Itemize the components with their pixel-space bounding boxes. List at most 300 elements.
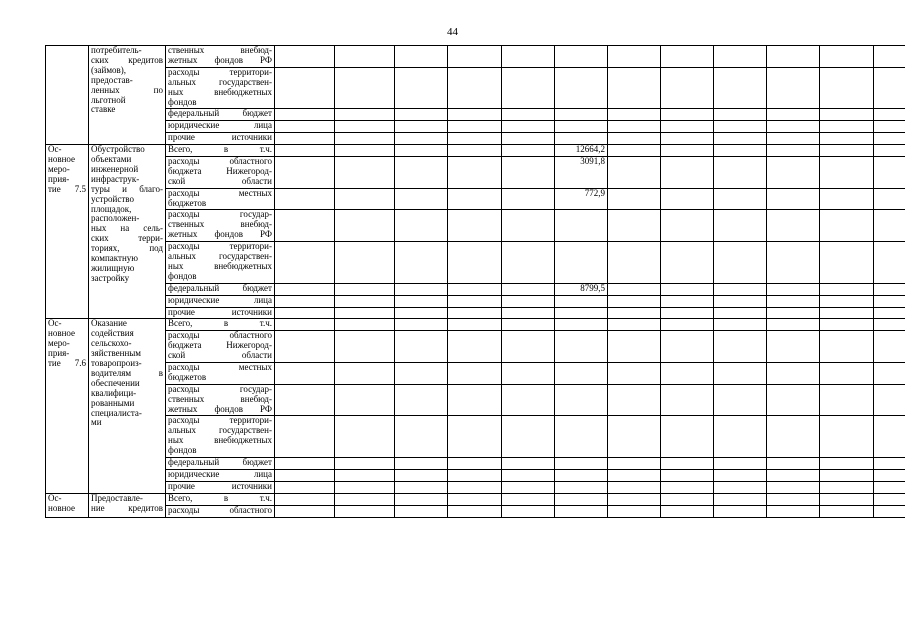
- text-line: юридические лица: [168, 295, 272, 305]
- empty-cell: [661, 109, 714, 121]
- empty-cell: [767, 283, 820, 295]
- text-line: водителям в: [91, 367, 163, 378]
- empty-cell: [820, 121, 874, 133]
- text-line: расходы местных: [168, 188, 272, 198]
- funding-source-cell: [166, 133, 275, 145]
- empty-cell: [874, 362, 905, 384]
- empty-cell: [820, 505, 874, 517]
- empty-cell: [275, 156, 335, 188]
- empty-cell: [608, 307, 661, 319]
- empty-cell: [335, 469, 395, 481]
- empty-cell: [874, 242, 905, 284]
- text-line: фондов: [168, 445, 197, 456]
- empty-cell: [661, 46, 714, 68]
- empty-cell: [275, 145, 335, 157]
- empty-cell: [874, 493, 905, 505]
- activity-code-cell: [46, 319, 89, 493]
- table-row: [46, 133, 905, 145]
- text-line: объектами: [91, 153, 132, 164]
- empty-cell: [395, 331, 448, 363]
- text-line: специалиста-: [91, 407, 142, 418]
- empty-cell: [767, 493, 820, 505]
- table-row: [46, 481, 905, 493]
- empty-cell: [395, 109, 448, 121]
- empty-cell: [335, 188, 395, 210]
- empty-cell: [502, 133, 555, 145]
- empty-cell: [820, 331, 874, 363]
- empty-cell: [502, 307, 555, 319]
- funding-source-cell: [166, 493, 275, 505]
- text-line: инфраструк-: [91, 173, 140, 184]
- empty-cell: [335, 362, 395, 384]
- text-line: федеральный бюджет: [168, 283, 272, 293]
- text-line: расходы территори-: [168, 67, 272, 77]
- funding-source-cell: [166, 283, 275, 295]
- empty-cell: [820, 210, 874, 242]
- empty-cell: [820, 493, 874, 505]
- text-line: Обустройство: [91, 144, 145, 155]
- empty-cell: [714, 242, 767, 284]
- empty-cell: [661, 493, 714, 505]
- empty-cell: [448, 481, 502, 493]
- empty-cell: [874, 416, 905, 458]
- empty-cell: [335, 505, 395, 517]
- empty-cell: [874, 307, 905, 319]
- empty-cell: [275, 283, 335, 295]
- empty-cell: [767, 319, 820, 331]
- empty-cell: [395, 319, 448, 331]
- value-cell: [555, 331, 608, 363]
- empty-cell: [714, 469, 767, 481]
- empty-cell: [820, 458, 874, 470]
- text-line: зяйственным: [91, 348, 142, 359]
- empty-cell: [502, 481, 555, 493]
- value-cell: 12664,2: [555, 145, 608, 157]
- empty-cell: [767, 109, 820, 121]
- funding-table: [45, 45, 905, 518]
- empty-cell: [395, 384, 448, 416]
- empty-cell: [820, 109, 874, 121]
- empty-cell: [608, 156, 661, 188]
- empty-cell: [448, 331, 502, 363]
- value-cell: [555, 210, 608, 242]
- empty-cell: [448, 145, 502, 157]
- text-line: ственных внебюд-: [168, 219, 272, 230]
- table-row: [46, 109, 905, 121]
- empty-cell: [714, 481, 767, 493]
- text-line: компактную: [91, 253, 138, 264]
- text-line: товаропроиз-: [91, 358, 142, 369]
- empty-cell: [661, 67, 714, 109]
- empty-cell: [275, 469, 335, 481]
- text-line: устройство: [91, 193, 134, 204]
- text-line: застройку: [91, 272, 130, 283]
- text-line: расходы областного: [168, 330, 272, 341]
- empty-cell: [714, 319, 767, 331]
- empty-cell: [661, 384, 714, 416]
- empty-cell: [275, 46, 335, 68]
- empty-cell: [335, 416, 395, 458]
- text-line: прия-: [48, 348, 70, 359]
- text-line: ставке: [91, 104, 116, 115]
- empty-cell: [661, 145, 714, 157]
- empty-cell: [820, 295, 874, 307]
- empty-cell: [820, 188, 874, 210]
- empty-cell: [820, 145, 874, 157]
- empty-cell: [661, 362, 714, 384]
- empty-cell: [714, 307, 767, 319]
- empty-cell: [874, 121, 905, 133]
- empty-cell: [395, 156, 448, 188]
- empty-cell: [335, 46, 395, 68]
- empty-cell: [714, 67, 767, 109]
- empty-cell: [874, 145, 905, 157]
- empty-cell: [661, 188, 714, 210]
- empty-cell: [767, 67, 820, 109]
- empty-cell: [874, 283, 905, 295]
- text-line: федеральный бюджет: [168, 108, 272, 119]
- empty-cell: [820, 242, 874, 284]
- empty-cell: [820, 469, 874, 481]
- empty-cell: [608, 384, 661, 416]
- text-line: Всего, в т.ч.: [168, 493, 272, 503]
- funding-source-cell: [166, 319, 275, 331]
- table-row: [46, 145, 905, 157]
- text-line: ных внебюджетных: [168, 435, 272, 446]
- empty-cell: [275, 242, 335, 284]
- value-cell: [555, 133, 608, 145]
- table-row: [46, 210, 905, 242]
- table-row: [46, 362, 905, 384]
- empty-cell: [714, 283, 767, 295]
- empty-cell: [335, 384, 395, 416]
- empty-cell: [820, 133, 874, 145]
- funding-source-cell: [166, 469, 275, 481]
- table-row: [46, 46, 905, 68]
- text-line: туры и благо-: [91, 183, 163, 194]
- table-row: [46, 469, 905, 481]
- empty-cell: [714, 188, 767, 210]
- empty-cell: [448, 109, 502, 121]
- empty-cell: [448, 121, 502, 133]
- funding-source-cell: [166, 109, 275, 121]
- funding-source-cell: [166, 242, 275, 284]
- value-cell: [555, 307, 608, 319]
- empty-cell: [335, 121, 395, 133]
- empty-cell: [608, 67, 661, 109]
- text-line: ственных внебюд-: [168, 393, 272, 404]
- empty-cell: [608, 46, 661, 68]
- empty-cell: [502, 109, 555, 121]
- text-line: рованными: [91, 397, 135, 408]
- text-line: ских терри-: [91, 233, 163, 244]
- activity-name-cell: [89, 319, 166, 493]
- empty-cell: [448, 46, 502, 68]
- text-line: расходы территори-: [168, 241, 272, 252]
- text-line: расходы государ-: [168, 384, 272, 394]
- funding-source-cell: [166, 145, 275, 157]
- empty-cell: [820, 46, 874, 68]
- empty-cell: [502, 319, 555, 331]
- text-line: юридические лица: [168, 120, 272, 131]
- empty-cell: [502, 210, 555, 242]
- text-line: расходы территори-: [168, 415, 272, 426]
- empty-cell: [395, 362, 448, 384]
- empty-cell: [502, 505, 555, 517]
- empty-cell: [275, 384, 335, 416]
- empty-cell: [661, 331, 714, 363]
- text-line: прия-: [48, 173, 70, 184]
- text-line: жилищную: [91, 262, 135, 273]
- text-line: содействия: [91, 328, 134, 339]
- text-line: прочие источники: [168, 307, 272, 317]
- empty-cell: [335, 210, 395, 242]
- empty-cell: [335, 307, 395, 319]
- funding-source-cell: [166, 295, 275, 307]
- text-line: новное: [48, 153, 75, 164]
- text-line: льготной: [91, 94, 126, 105]
- empty-cell: [275, 121, 335, 133]
- empty-cell: [714, 133, 767, 145]
- text-line: расположен-: [91, 213, 140, 224]
- empty-cell: [767, 46, 820, 68]
- text-line: инженерной: [91, 163, 139, 174]
- text-line: Всего, в т.ч.: [168, 144, 272, 155]
- empty-cell: [714, 109, 767, 121]
- empty-cell: [448, 242, 502, 284]
- empty-cell: [395, 133, 448, 145]
- empty-cell: [395, 67, 448, 109]
- empty-cell: [275, 295, 335, 307]
- funding-source-cell: [166, 505, 275, 517]
- empty-cell: [608, 469, 661, 481]
- empty-cell: [608, 331, 661, 363]
- value-cell: [555, 362, 608, 384]
- text-line: ми: [91, 417, 102, 428]
- funding-source-cell: [166, 67, 275, 109]
- table-row: [46, 416, 905, 458]
- table-row: [46, 283, 905, 295]
- empty-cell: [502, 458, 555, 470]
- empty-cell: [767, 156, 820, 188]
- text-line: бюджетов: [168, 371, 207, 382]
- empty-cell: [608, 133, 661, 145]
- empty-cell: [874, 384, 905, 416]
- empty-cell: [502, 362, 555, 384]
- funding-source-cell: [166, 121, 275, 133]
- empty-cell: [502, 188, 555, 210]
- value-cell: [555, 46, 608, 68]
- empty-cell: [448, 67, 502, 109]
- table-row: [46, 307, 905, 319]
- empty-cell: [502, 121, 555, 133]
- empty-cell: [608, 319, 661, 331]
- value-cell: [555, 242, 608, 284]
- text-line: потребитель-: [91, 45, 142, 55]
- value-cell: 3091,8: [555, 156, 608, 188]
- empty-cell: [608, 295, 661, 307]
- table-row: [46, 331, 905, 363]
- empty-cell: [714, 156, 767, 188]
- empty-cell: [820, 307, 874, 319]
- funding-source-cell: [166, 458, 275, 470]
- empty-cell: [661, 481, 714, 493]
- value-cell: [555, 121, 608, 133]
- empty-cell: [874, 469, 905, 481]
- empty-cell: [714, 493, 767, 505]
- empty-cell: [335, 67, 395, 109]
- empty-cell: [502, 145, 555, 157]
- empty-cell: [767, 242, 820, 284]
- empty-cell: [502, 242, 555, 284]
- empty-cell: [767, 469, 820, 481]
- funding-source-cell: [166, 362, 275, 384]
- empty-cell: [502, 493, 555, 505]
- funding-source-cell: [166, 307, 275, 319]
- activity-code-cell: [46, 46, 89, 145]
- empty-cell: [874, 331, 905, 363]
- empty-cell: [661, 319, 714, 331]
- empty-cell: [335, 331, 395, 363]
- empty-cell: [874, 481, 905, 493]
- page-number: 44: [447, 26, 458, 38]
- text-line: альных государствен-: [168, 251, 272, 262]
- text-line: площадок,: [91, 203, 132, 214]
- empty-cell: [502, 416, 555, 458]
- empty-cell: [661, 156, 714, 188]
- empty-cell: [874, 109, 905, 121]
- empty-cell: [448, 416, 502, 458]
- text-line: ных внебюджетных: [168, 86, 272, 97]
- text-line: жетных фондов РФ: [168, 229, 272, 240]
- empty-cell: [395, 307, 448, 319]
- funding-source-cell: [166, 331, 275, 363]
- empty-cell: [395, 295, 448, 307]
- empty-cell: [608, 121, 661, 133]
- empty-cell: [335, 283, 395, 295]
- empty-cell: [661, 295, 714, 307]
- value-cell: 8799,5: [555, 283, 608, 295]
- empty-cell: [335, 242, 395, 284]
- empty-cell: [661, 283, 714, 295]
- empty-cell: [275, 210, 335, 242]
- table-row: [46, 505, 905, 517]
- empty-cell: [448, 505, 502, 517]
- empty-cell: [767, 307, 820, 319]
- text-line: сельскохо-: [91, 338, 132, 349]
- empty-cell: [335, 109, 395, 121]
- empty-cell: [502, 67, 555, 109]
- table-row: [46, 156, 905, 188]
- empty-cell: [661, 242, 714, 284]
- empty-cell: [767, 133, 820, 145]
- table-row: [46, 493, 905, 505]
- empty-cell: [661, 210, 714, 242]
- activity-code-cell: [46, 493, 89, 517]
- empty-cell: [275, 67, 335, 109]
- empty-cell: [608, 283, 661, 295]
- empty-cell: [275, 458, 335, 470]
- text-line: ных на сель-: [91, 223, 163, 234]
- empty-cell: [275, 109, 335, 121]
- empty-cell: [820, 416, 874, 458]
- empty-cell: [335, 156, 395, 188]
- empty-cell: [448, 307, 502, 319]
- empty-cell: [874, 156, 905, 188]
- text-line: новное: [48, 502, 75, 513]
- empty-cell: [714, 145, 767, 157]
- funding-source-cell: [166, 210, 275, 242]
- empty-cell: [714, 384, 767, 416]
- text-line: жетных фондов РФ: [168, 54, 272, 65]
- text-line: расходы областного: [168, 505, 272, 515]
- empty-cell: [395, 145, 448, 157]
- empty-cell: [874, 133, 905, 145]
- text-line: Ос-: [48, 144, 62, 155]
- empty-cell: [820, 283, 874, 295]
- empty-cell: [608, 458, 661, 470]
- table-row: [46, 458, 905, 470]
- empty-cell: [502, 295, 555, 307]
- empty-cell: [874, 46, 905, 68]
- empty-cell: [767, 384, 820, 416]
- empty-cell: [275, 307, 335, 319]
- empty-cell: [608, 210, 661, 242]
- empty-cell: [767, 481, 820, 493]
- empty-cell: [502, 156, 555, 188]
- text-line: прочие источники: [168, 132, 272, 143]
- empty-cell: [395, 493, 448, 505]
- text-line: расходы государ-: [168, 209, 272, 220]
- empty-cell: [874, 319, 905, 331]
- text-line: бюджета Нижегород-: [168, 165, 272, 176]
- empty-cell: [874, 458, 905, 470]
- table-row: [46, 121, 905, 133]
- empty-cell: [448, 133, 502, 145]
- funding-source-cell: [166, 188, 275, 210]
- value-cell: 772,9: [555, 188, 608, 210]
- text-line: ской области: [168, 175, 272, 186]
- empty-cell: [608, 109, 661, 121]
- empty-cell: [395, 121, 448, 133]
- value-cell: [555, 505, 608, 517]
- empty-cell: [714, 331, 767, 363]
- empty-cell: [714, 458, 767, 470]
- text-line: квалифици-: [91, 387, 137, 398]
- value-cell: [555, 481, 608, 493]
- text-line: тие 7.6: [48, 358, 86, 369]
- empty-cell: [767, 188, 820, 210]
- empty-cell: [874, 210, 905, 242]
- text-line: бюджета Нижегород-: [168, 340, 272, 351]
- empty-cell: [608, 242, 661, 284]
- text-line: предостав-: [91, 74, 133, 85]
- empty-cell: [714, 416, 767, 458]
- text-line: ских кредитов: [91, 54, 163, 65]
- empty-cell: [502, 46, 555, 68]
- empty-cell: [767, 121, 820, 133]
- funding-source-cell: [166, 416, 275, 458]
- empty-cell: [395, 481, 448, 493]
- empty-cell: [395, 469, 448, 481]
- value-cell: [555, 67, 608, 109]
- text-line: ственных внебюд-: [168, 45, 272, 55]
- empty-cell: [395, 505, 448, 517]
- empty-cell: [608, 493, 661, 505]
- text-line: ных внебюджетных: [168, 260, 272, 271]
- funding-source-cell: [166, 481, 275, 493]
- empty-cell: [502, 384, 555, 416]
